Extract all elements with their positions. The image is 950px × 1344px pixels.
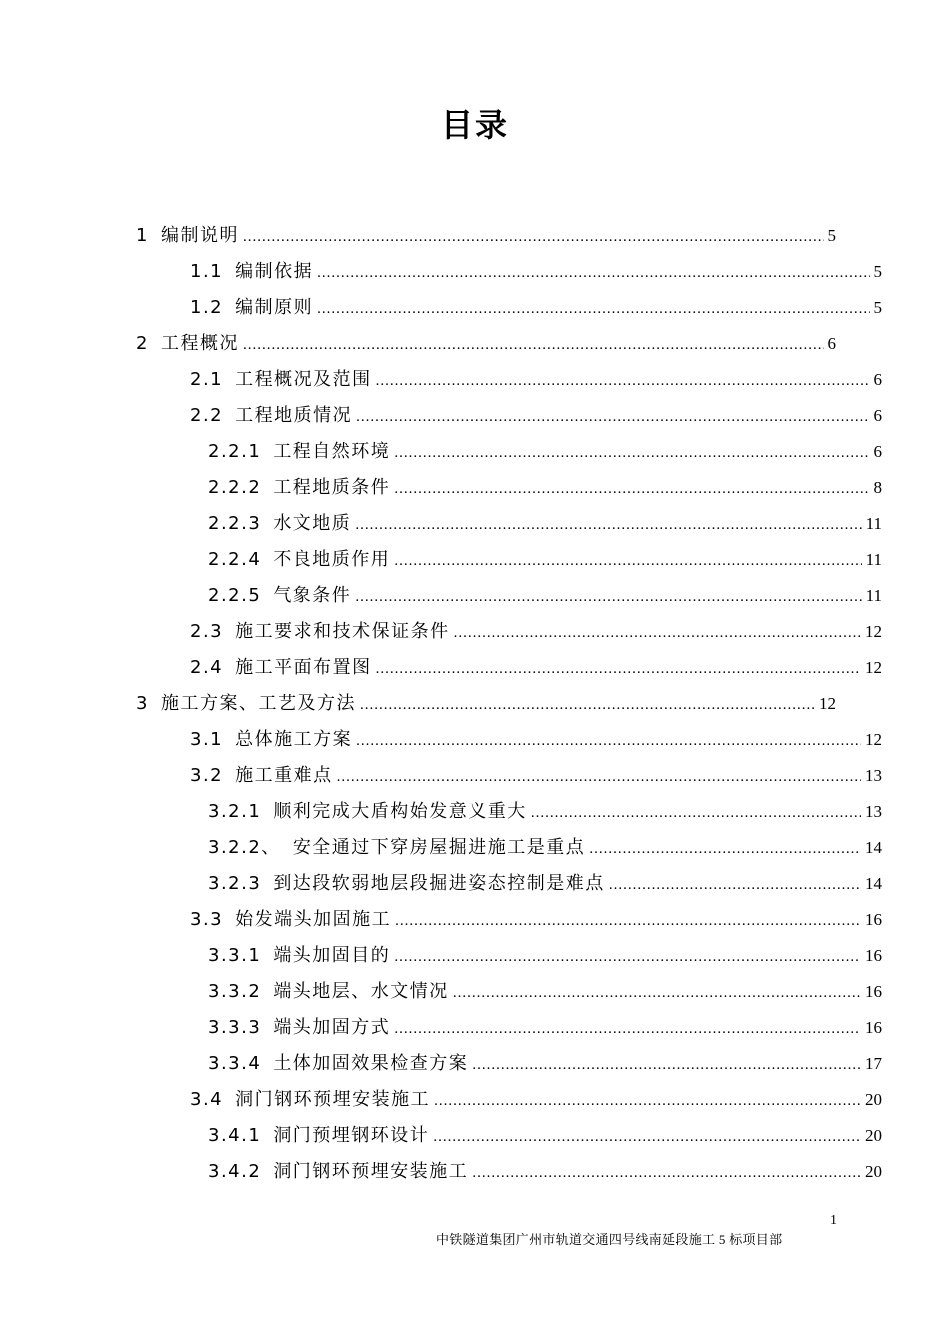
- toc-entry-number: 3.3.2: [208, 981, 262, 1002]
- toc-dot-leader: [395, 903, 861, 939]
- toc-entry-page: 16: [865, 1018, 882, 1037]
- toc-entry[interactable]: [190, 758, 882, 794]
- toc-entry-title: 端头地层、水文情况: [273, 981, 449, 1002]
- toc-entry-title: 洞门预埋钢环设计: [273, 1125, 430, 1146]
- toc-entry[interactable]: [208, 1154, 882, 1190]
- toc-dot-leader: [394, 471, 869, 507]
- toc-dot-leader: [243, 219, 824, 255]
- toc-dot-leader: [472, 1155, 861, 1191]
- toc-entry-number: 3.3.3: [208, 1017, 262, 1038]
- toc-entry-title: 端头加固方式: [273, 1017, 391, 1038]
- toc-entry-page: 6: [873, 370, 882, 389]
- toc-entry-title: 水文地质: [273, 513, 352, 534]
- toc-entry-title: 工程自然环境: [273, 441, 391, 462]
- toc-entry-page: 14: [865, 838, 882, 857]
- toc-entry-title: 顺利完成大盾构始发意义重大: [273, 801, 527, 822]
- toc-entry[interactable]: [190, 902, 882, 938]
- toc-entry-number: 1.1: [190, 261, 224, 282]
- toc-dot-leader: [376, 363, 870, 399]
- toc-entry-page: 11: [865, 586, 882, 605]
- toc-entry-number: 2.2: [190, 405, 224, 426]
- toc-entry-page: 20: [865, 1090, 882, 1109]
- toc-entry[interactable]: [136, 686, 836, 722]
- toc-entry-title: 洞门钢环预埋安装施工: [235, 1089, 431, 1110]
- toc-entry-page: 12: [865, 622, 882, 641]
- toc-dot-leader: [360, 687, 815, 723]
- toc-entry-page: 6: [873, 442, 882, 461]
- toc-dot-leader: [355, 579, 861, 615]
- toc-dot-leader: [609, 867, 861, 903]
- toc-entry[interactable]: [190, 254, 882, 290]
- toc-dot-leader: [356, 399, 869, 435]
- toc-entry-number: 3.4.1: [208, 1125, 262, 1146]
- toc-entry-number: 2.2.5: [208, 585, 262, 606]
- toc-entry-number: 2.2.3: [208, 513, 262, 534]
- toc-entry-page: 16: [865, 982, 882, 1001]
- toc-dot-leader: [394, 1011, 861, 1047]
- toc-dot-leader: [453, 975, 861, 1011]
- toc-entry-number: 3.4.2: [208, 1161, 262, 1182]
- toc-entry-title: 施工要求和技术保证条件: [235, 621, 450, 642]
- toc-entry-page: 20: [865, 1126, 882, 1145]
- toc-dot-leader: [589, 831, 861, 867]
- toc-entry-number: 1: [136, 225, 149, 246]
- toc-entry-number: 2.1: [190, 369, 224, 390]
- toc-dot-leader: [454, 615, 861, 651]
- toc-entry[interactable]: [208, 506, 882, 542]
- toc-entry-page: 6: [873, 406, 882, 425]
- toc-entry-page: 12: [865, 658, 882, 677]
- toc-entry-page: 5: [873, 262, 882, 281]
- toc-entry-title: 施工方案、工艺及方法: [160, 693, 356, 714]
- toc-dot-leader: [317, 255, 869, 291]
- toc-entry[interactable]: [208, 578, 882, 614]
- toc-dot-leader: [337, 759, 861, 795]
- toc-entry[interactable]: [190, 722, 882, 758]
- toc-entry-page: 11: [865, 514, 882, 533]
- toc-dot-leader: [376, 651, 861, 687]
- toc-dot-leader: [434, 1083, 861, 1119]
- footer-page-number: 1: [830, 1213, 837, 1228]
- toc-entry-page: 5: [873, 298, 882, 317]
- toc-entry-title: 工程概况及范围: [235, 369, 372, 390]
- toc-entry-title: 编制原则: [235, 297, 314, 318]
- toc-entry[interactable]: [190, 362, 882, 398]
- toc-entry-number: 3.3.1: [208, 945, 262, 966]
- toc-entry-page: 16: [865, 910, 882, 929]
- toc-entry-title: 编制依据: [235, 261, 314, 282]
- toc-entry[interactable]: [190, 1082, 882, 1118]
- toc-entry-number: 3.3: [190, 909, 224, 930]
- toc-entry[interactable]: [190, 290, 882, 326]
- toc-entry-number: 3.2.3: [208, 873, 262, 894]
- toc-entry[interactable]: [208, 794, 882, 830]
- toc-entry[interactable]: [208, 1046, 882, 1082]
- toc-entry-page: 6: [827, 334, 836, 353]
- toc-entry-title: 不良地质作用: [273, 549, 391, 570]
- page-title: 目录: [440, 106, 509, 144]
- toc-entry[interactable]: [136, 326, 836, 362]
- toc-entry[interactable]: [208, 1118, 882, 1154]
- toc-entry-title: 工程概况: [160, 333, 239, 354]
- toc-entry[interactable]: [190, 398, 882, 434]
- toc-entry[interactable]: [208, 938, 882, 974]
- toc-entry[interactable]: [190, 614, 882, 650]
- toc-entry-title: 气象条件: [273, 585, 352, 606]
- toc-entry-title: 施工平面布置图: [235, 657, 372, 678]
- toc-entry-title: 工程地质情况: [235, 405, 353, 426]
- toc-entry-page: 17: [865, 1054, 882, 1073]
- toc-entry-page: 13: [865, 766, 882, 785]
- toc-entry-number: 3: [136, 693, 149, 714]
- toc-entry-number: 2.3: [190, 621, 224, 642]
- toc-dot-leader: [394, 939, 861, 975]
- toc-entry-number: 2.2.4: [208, 549, 262, 570]
- toc-entry[interactable]: [136, 218, 836, 254]
- toc-entry-number: 3.2.2、: [208, 837, 281, 858]
- toc-dot-leader: [243, 327, 824, 363]
- toc-dot-leader: [356, 723, 861, 759]
- toc-entry-title: 施工重难点: [235, 765, 333, 786]
- toc-dot-leader: [531, 795, 861, 831]
- toc-entry[interactable]: [208, 974, 882, 1010]
- toc-entry-page: 16: [865, 946, 882, 965]
- toc-entry-title: 到达段软弱地层段掘进姿态控制是难点: [273, 873, 605, 894]
- toc-entry-title: 端头加固目的: [273, 945, 391, 966]
- toc-entry-number: 3.2: [190, 765, 224, 786]
- toc-entry-page: 12: [865, 730, 882, 749]
- toc-entry-title: 洞门钢环预埋安装施工: [273, 1161, 469, 1182]
- toc-entry-title: 编制说明: [160, 225, 239, 246]
- toc-entry-title: 安全通过下穿房屋掘进施工是重点: [292, 837, 586, 858]
- toc-entry-page: 13: [865, 802, 882, 821]
- toc-entry-title: 工程地质条件: [273, 477, 391, 498]
- toc-entry-page: 11: [865, 550, 882, 569]
- toc-dot-leader: [394, 543, 861, 579]
- toc-dot-leader: [472, 1047, 861, 1083]
- toc-dot-leader: [355, 507, 861, 543]
- toc-entry[interactable]: [208, 542, 882, 578]
- toc-entry-title: 土体加固效果检查方案: [273, 1053, 469, 1074]
- toc-entry-page: 14: [865, 874, 882, 893]
- toc-entry-number: 3.1: [190, 729, 224, 750]
- toc-entry-page: 8: [873, 478, 882, 497]
- toc-entry-number: 2.2.1: [208, 441, 262, 462]
- toc-entry[interactable]: [208, 470, 882, 506]
- toc-entry[interactable]: [208, 830, 882, 866]
- toc-dot-leader: [433, 1119, 861, 1155]
- toc-entry-number: 3.2.1: [208, 801, 262, 822]
- toc-entry[interactable]: [190, 650, 882, 686]
- toc-entry-number: 2.4: [190, 657, 224, 678]
- toc-entry-title: 总体施工方案: [235, 729, 353, 750]
- toc-entry-number: 3.3.4: [208, 1053, 262, 1074]
- footer-text: 中铁隧道集团广州市轨道交通四号线南延段施工 5 标项目部: [436, 1232, 783, 1247]
- toc-dot-leader: [317, 291, 869, 327]
- toc-entry-page: 12: [819, 694, 836, 713]
- toc-entry[interactable]: [208, 1010, 882, 1046]
- toc-entry-title: 始发端头加固施工: [235, 909, 392, 930]
- toc-entry-page: 5: [827, 226, 836, 245]
- toc-entry-number: 1.2: [190, 297, 224, 318]
- toc-entry-page: 20: [865, 1162, 882, 1181]
- toc-entry-number: 2: [136, 333, 149, 354]
- toc-entry-number: 2.2.2: [208, 477, 262, 498]
- toc-dot-leader: [394, 435, 869, 471]
- toc-entry-number: 3.4: [190, 1089, 224, 1110]
- toc-entry[interactable]: [208, 866, 882, 902]
- toc-entry[interactable]: [208, 434, 882, 470]
